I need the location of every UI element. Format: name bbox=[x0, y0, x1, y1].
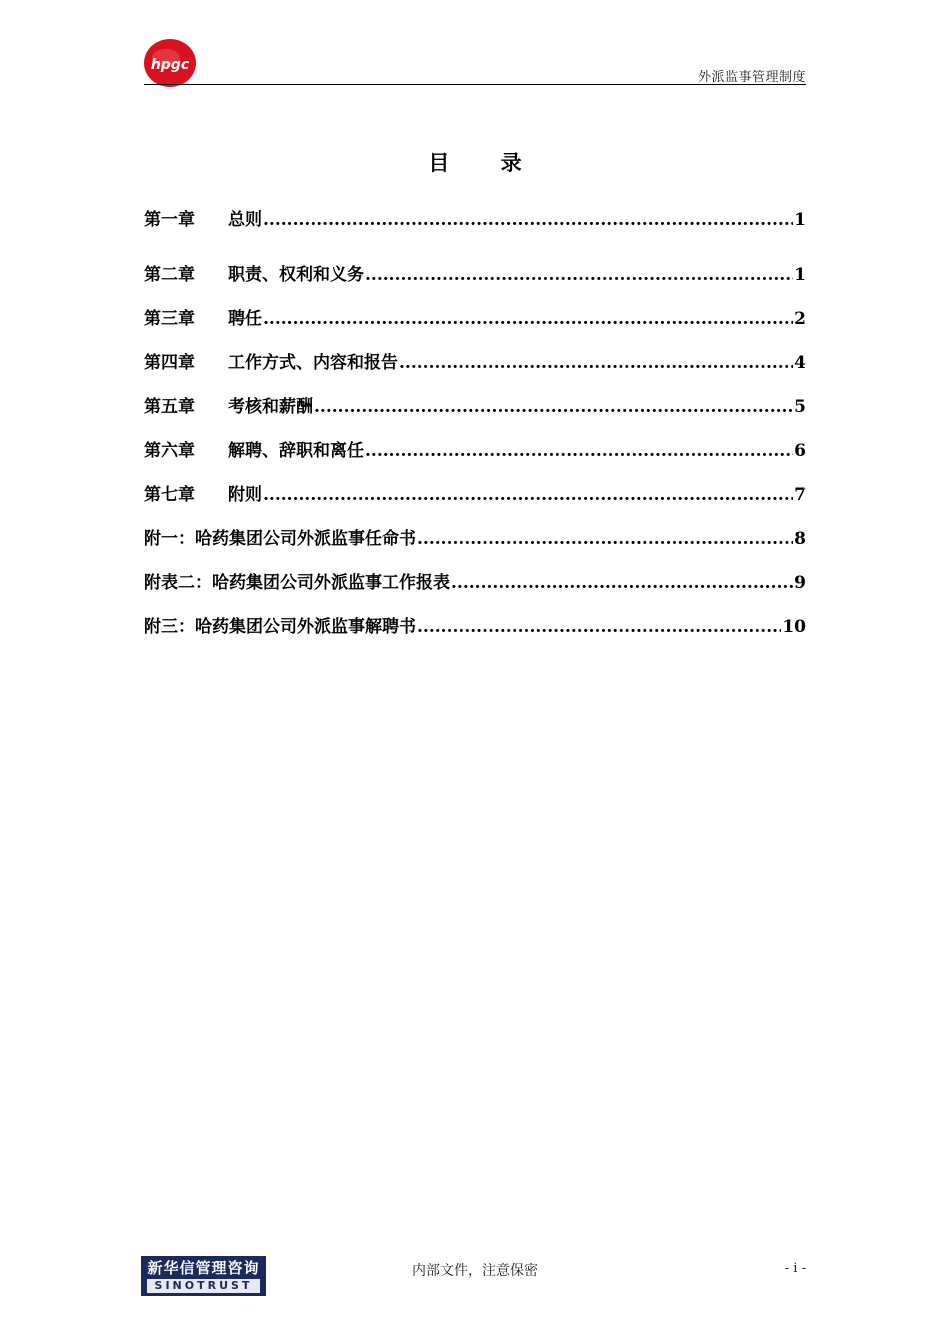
toc-entry-title: 聘任 bbox=[228, 309, 262, 329]
toc-page-number: 8 bbox=[794, 529, 806, 549]
toc-title: 目 录 bbox=[428, 150, 544, 175]
toc-entry[interactable] bbox=[144, 347, 806, 373]
toc-entry-title: 附则 bbox=[228, 485, 262, 505]
toc-page-number: 6 bbox=[794, 441, 806, 461]
toc-entry-title: 附一：哈药集团公司外派监事任命书 bbox=[144, 529, 416, 549]
toc-page-number: 4 bbox=[794, 353, 806, 373]
toc-chapter-label: 第七章 bbox=[144, 485, 195, 505]
toc-entry[interactable] bbox=[144, 303, 806, 329]
toc-entry-title: 解聘、辞职和离任 bbox=[228, 441, 364, 461]
toc-page-number: 1 bbox=[794, 210, 806, 230]
toc-page-number: 1 bbox=[794, 265, 806, 285]
toc-chapter-label: 第一章 bbox=[144, 210, 195, 230]
toc-dot-leader bbox=[417, 617, 781, 637]
toc-entry-title: 工作方式、内容和报告 bbox=[228, 353, 398, 373]
toc-chapter-label: 第五章 bbox=[144, 397, 195, 417]
toc-page-number: 10 bbox=[782, 617, 806, 637]
toc-entry[interactable] bbox=[144, 435, 806, 461]
footer-confidential-note: 内部文件，注意保密 bbox=[412, 1263, 538, 1279]
toc-entry-title: 考核和薪酬 bbox=[228, 397, 313, 417]
footer-page-number: - i - bbox=[784, 1261, 806, 1276]
toc-chapter-label: 第二章 bbox=[144, 265, 195, 285]
toc-dot-leader bbox=[263, 309, 793, 329]
header-title: 外派监事管理制度 bbox=[697, 70, 806, 85]
toc-entry-title: 总则 bbox=[228, 210, 262, 230]
toc-entry[interactable] bbox=[144, 259, 806, 285]
toc-dot-leader bbox=[417, 529, 793, 549]
toc-entry[interactable] bbox=[144, 523, 806, 549]
toc-dot-leader bbox=[399, 353, 793, 373]
toc-page-number: 9 bbox=[794, 573, 806, 593]
toc-dot-leader bbox=[263, 210, 793, 230]
toc-chapter-label: 第四章 bbox=[144, 353, 195, 373]
header-divider bbox=[144, 84, 806, 85]
toc-entry-title: 附表二：哈药集团公司外派监事工作报表 bbox=[144, 573, 450, 593]
toc-page-number: 2 bbox=[794, 309, 806, 329]
toc-dot-leader bbox=[365, 441, 793, 461]
toc-dot-leader bbox=[263, 485, 793, 505]
toc-entry[interactable] bbox=[144, 567, 806, 593]
sinotrust-logo-en: SINOTRUST bbox=[147, 1279, 260, 1293]
toc-dot-leader bbox=[314, 397, 793, 417]
hpgc-logo bbox=[142, 38, 198, 88]
toc-page-number: 5 bbox=[794, 397, 806, 417]
toc-entry-title: 附三：哈药集团公司外派监事解聘书 bbox=[144, 617, 416, 637]
toc-dot-leader bbox=[451, 573, 793, 593]
toc-entry[interactable] bbox=[144, 391, 806, 417]
toc-chapter-label: 第六章 bbox=[144, 441, 195, 461]
toc-entry-title: 职责、权利和义务 bbox=[228, 265, 364, 285]
toc-chapter-label: 第三章 bbox=[144, 309, 195, 329]
toc-entry[interactable] bbox=[144, 204, 806, 230]
toc-entry[interactable] bbox=[144, 479, 806, 505]
toc-page-number: 7 bbox=[794, 485, 806, 505]
toc-dot-leader bbox=[365, 265, 793, 285]
sinotrust-logo-cn: 新华信管理咨询 bbox=[147, 1259, 260, 1277]
toc-entry[interactable] bbox=[144, 611, 806, 637]
svg-text:hpgc: hpgc bbox=[150, 57, 190, 73]
